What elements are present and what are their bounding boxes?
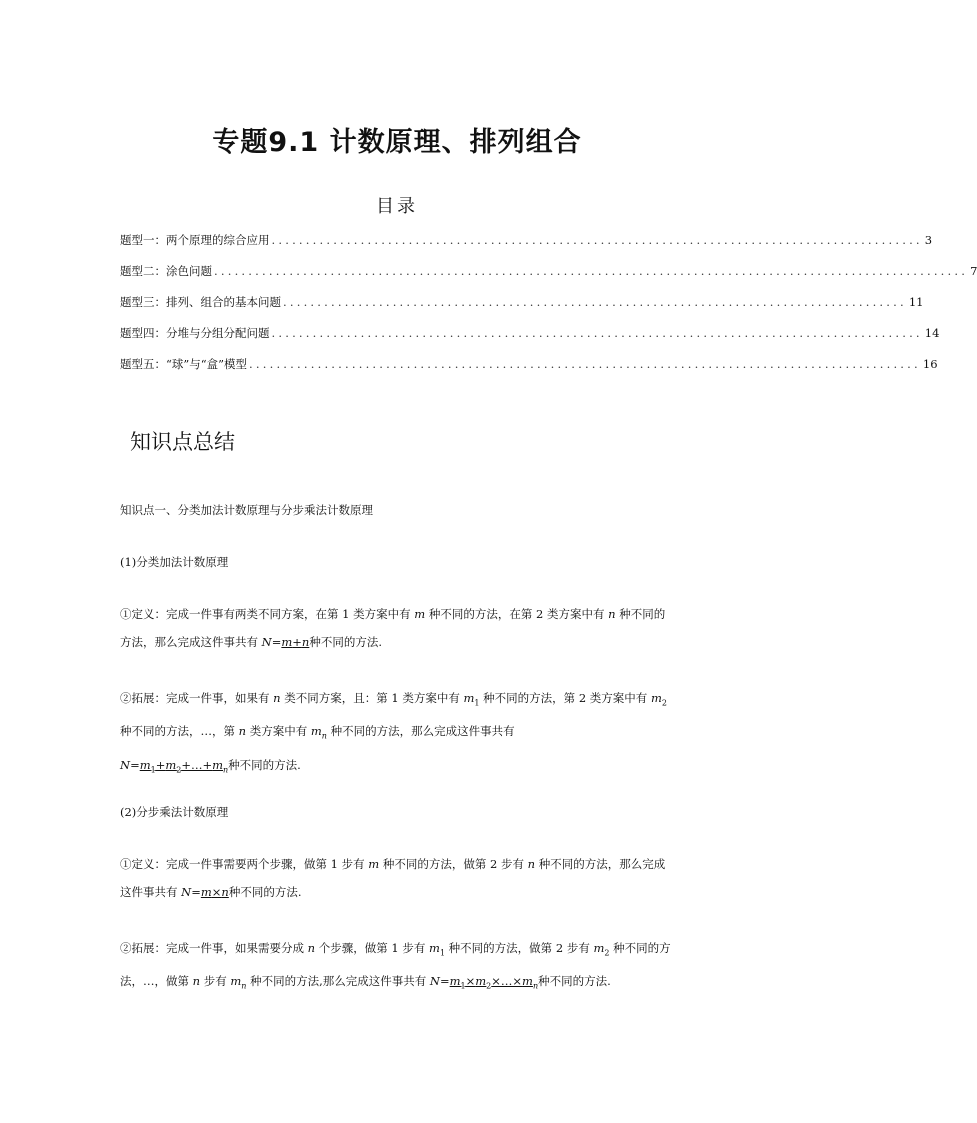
toc-item-text: 排列、组合的基本问题 xyxy=(166,295,281,309)
toc-item-text: 涂色问题 xyxy=(166,264,212,278)
toc-item[interactable] xyxy=(120,356,938,387)
subsection-title-addition: (1)分类加法计数原理 xyxy=(120,555,229,569)
toc-item-page: 16 xyxy=(922,357,938,371)
toc-item-text: 两个原理的综合应用 xyxy=(166,233,270,247)
subsection-title-multiplication: (2)分步乘法计数原理 xyxy=(120,805,229,819)
table-of-contents xyxy=(120,232,977,387)
addition-extension: ②拓展：完成一件事，如果有 n 类不同方案，且：第 1 类方案中有 $m_1$ 种不同的方法，第 2 类方案中有 $m_2$ 种不同的方法，…，第 n 类方案中有 $m_n$ 种不同的方法，那么完成这件事共有 $N=m_1+m_2+\dots+m_n$种不同的方法. xyxy=(120,691,667,774)
toc-item-page: 14 xyxy=(924,326,940,340)
toc-item-page: 11 xyxy=(908,295,924,309)
toc-item-page: 3 xyxy=(924,233,933,247)
multiplication-extension: ②拓展：完成一件事，如果需要分成 n 个步骤，做第 1 步有 $m_1$ 种不同的方法，做第 2 步有 $m_2$ 种不同的方法，…，做第 n 步有 $m_n$ 种不同的方法,那么完成这件事共有 $N=m_1\times m_2\times\dots\times m_n$种不同的方法. xyxy=(120,941,671,991)
toc-item-label: 题型四： xyxy=(120,326,166,340)
multiplication-definition: ①定义：完成一件事需要两个步骤，做第 1 步有 m 种不同的方法，做第 2 步有 n 种不同的方法，那么完成这件事共有 N=m×n种不同的方法. xyxy=(120,857,666,899)
toc-item-text: “球”与“盒”模型 xyxy=(166,357,248,371)
toc-leader-dots: .................................................................................................. xyxy=(249,357,921,371)
knowledge-point-title: 知识点一、分类加法计数原理与分步乘法计数原理 xyxy=(120,503,373,517)
toc-item-label: 题型二： xyxy=(120,264,166,278)
toc-item[interactable] xyxy=(120,232,933,263)
toc-item-text: 分堆与分组分配问题 xyxy=(166,326,270,340)
toc-leader-dots: ............................................................................................... xyxy=(271,233,923,247)
toc-item[interactable] xyxy=(120,294,924,325)
toc-item-label: 题型一： xyxy=(120,233,166,247)
toc-item-label: 题型五： xyxy=(120,357,166,371)
page-title: 专题9.1 计数原理、排列组合 xyxy=(212,127,582,158)
toc-leader-dots: ........................................................................................... xyxy=(283,295,907,309)
toc-item-label: 题型三： xyxy=(120,295,166,309)
toc-item[interactable] xyxy=(120,325,940,356)
toc-leader-dots: .............................................................................................................. xyxy=(214,264,969,278)
addition-definition: ①定义：完成一件事有两类不同方案，在第 1 类方案中有 m 种不同的方法，在第 2 类方案中有 n 种不同的方法，那么完成这件事共有 N=m+n种不同的方法. xyxy=(120,607,666,649)
toc-item-page: 7 xyxy=(970,264,977,278)
section-heading: 知识点总结 xyxy=(130,430,235,454)
toc-item[interactable] xyxy=(120,263,977,294)
toc-heading: 目录 xyxy=(376,196,418,217)
toc-leader-dots: ............................................................................................... xyxy=(271,326,923,340)
